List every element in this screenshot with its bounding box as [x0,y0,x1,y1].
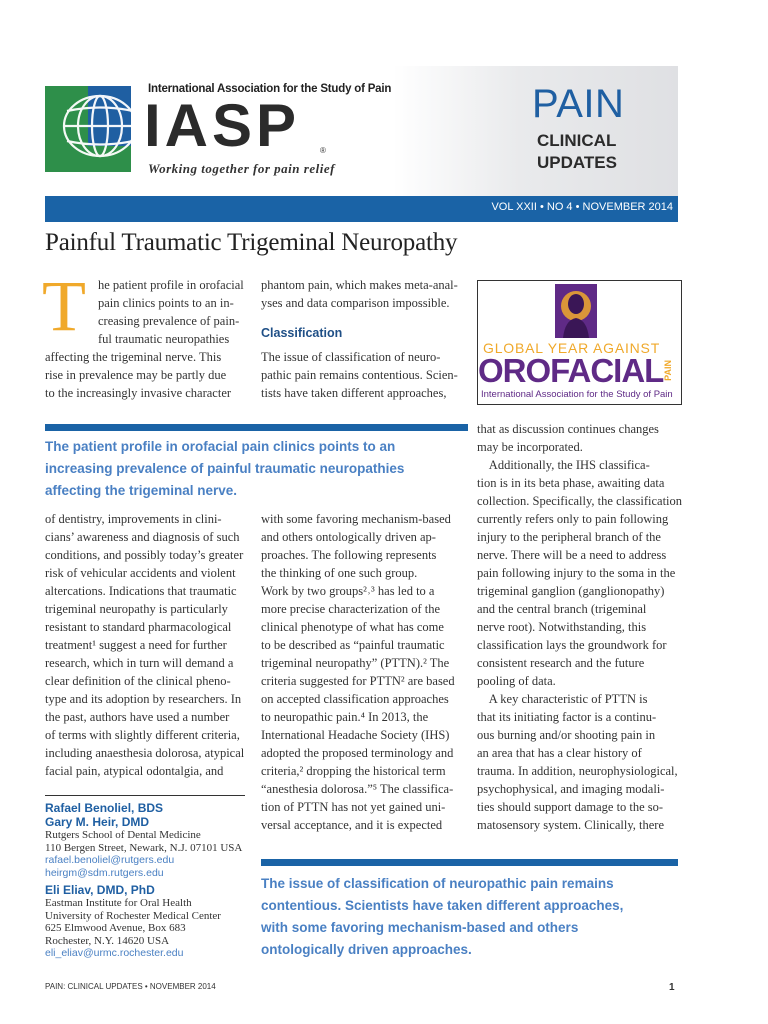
text-line: an area that has a clear history of [477,746,642,760]
iasp-globe-logo [45,86,131,172]
text-line: of terms with slightly different criteria, [45,728,240,742]
text-line: pain clinics points to an in- [98,296,234,310]
col2-classification [261,348,458,402]
intro-indented [98,276,244,348]
text-line: clinical phenotype of what has come [261,620,444,634]
author-address: 110 Bergen Street, Newark, N.J. 07101 USA [45,841,243,854]
tagline: Working together for pain relief [148,161,335,176]
text-line: of dentistry, improvements in clini- [45,512,222,526]
text-line: with some favoring mechanism-based [261,512,451,526]
pull-quote-rule [45,424,468,431]
text-line: that as discussion continues changes [477,422,659,436]
text-line: may be incorporated. [477,440,583,454]
ad-association-text: International Association for the Study of Pain [481,389,673,400]
text-line: International Headache Society (IHS) [261,728,450,742]
intro-full [45,348,231,402]
text-line: treatment¹ suggest a need for further [45,638,227,652]
text-line: nerve. There will be a need to address [477,548,667,562]
text-line: more precise characterization of the [261,602,441,616]
text-line: trigeminal neuropathy is particularly [45,602,228,616]
author-affiliation: Eastman Institute for Oral Health [45,897,192,909]
col2-top [261,276,458,312]
text-line: ties should support damage to the so- [477,800,664,814]
text-line: with some favoring mechanism-based and others [261,920,579,935]
classification-heading: Classification [261,326,343,340]
iasp-wordmark: IASP [144,92,301,159]
text-line: the thinking of one such group. [261,566,418,580]
text-line: yses and data comparison impossible. [261,296,450,310]
text-line: and others ontologically driven ap- [261,530,436,544]
text-line: type and its adoption by researchers. In [45,692,242,706]
text-line: tists have taken different approaches, [261,386,447,400]
text-line: pain following injury to the soma in the [477,566,676,580]
text-line: including anaesthesia dolorosa, atypical [45,746,245,760]
updates-title: UPDATES [537,153,617,172]
author-block [45,801,242,960]
author-email[interactable]: eli_eliav@urmc.rochester.edu [45,947,184,959]
text-line: contentious. Scientists have taken different approaches, [261,898,624,913]
text-line: consistent research and the future [477,656,645,670]
text-line: versal acceptance, and it is expected [261,818,443,832]
association-name: International Association for the Study of Pain [148,83,392,95]
author-rule [45,795,245,796]
text-line: tion is in its beta phase, awaiting data [477,476,665,490]
author-email[interactable]: rafael.benoliel@rutgers.edu [45,854,175,866]
text-line: collection. Specifically, the classification [477,494,683,508]
text-line: pooling of data. [477,674,556,688]
text-line: classification lays the groundwork for [477,638,667,652]
ad-pain-text: PAIN [663,360,673,381]
page-number: 1 [669,982,675,993]
article-title: Painful Traumatic Trigeminal Neuropathy [45,229,458,256]
registered-mark: ® [320,146,326,155]
col1-body [45,510,244,780]
text-line: conditions, and possibly today’s greater [45,548,244,562]
col3-body [477,420,682,834]
text-line: currently refers only to pain following [477,512,669,526]
text-line: The issue of classification of neuro- [261,350,441,364]
text-line: to the increasingly invasive character [45,386,232,400]
text-line: cians’ awareness and diagnosis of such [45,530,240,544]
text-line: creasing prevalence of pain- [98,314,240,328]
text-line: trigeminal neuropathy” (PTTN).² The [261,656,450,670]
author-address: Rochester, N.Y. 14620 USA [45,934,170,947]
col2-body [261,510,455,834]
pull-quote-1 [45,436,404,502]
ad-global-text: GLOBAL YEAR AGAINST [483,340,661,356]
footer-publication: PAIN: CLINICAL UPDATES • NOVEMBER 2014 [45,982,216,991]
text-line: “anesthesia dolorosa.”⁵ The classifica- [261,782,454,796]
text-line: rise in prevalence may be partly due [45,368,227,382]
text-line: resistant to standard pharmacological [45,620,232,634]
text-line: ful traumatic neuropathies [98,332,230,346]
text-line: pathic pain remains contentious. Scien- [261,368,458,382]
text-line: Work by two groups²˒³ has led to a [261,584,435,598]
text-line: to neuropathic pain.⁴ In 2013, the [261,710,429,724]
pain-title: PAIN [532,82,625,126]
text-line: facial pain, atypical odontalgia, and [45,764,224,778]
text-line: that its initiating factor is a continu- [477,710,657,724]
text-line: The patient profile in orofacial pain clinics points to an [45,439,396,454]
text-line: The issue of classification of neuropathic pain remains [261,876,614,891]
text-line: ontologically driven approaches. [261,942,472,957]
author-email[interactable]: heirgm@sdm.rutgers.edu [45,866,164,879]
text-line: ous burning and/or shooting pain in [477,728,656,742]
text-line: proaches. The following represents [261,548,437,562]
text-line: affecting the trigeminal nerve. [45,483,238,498]
author-affiliation: Rutgers School of Dental Medicine [45,829,201,841]
author-address: 625 Elmwood Avenue, Box 683 [45,922,186,934]
text-line: to be described as “painful traumatic [261,638,445,652]
text-line: and the central branch (trigeminal [477,602,647,616]
head-silhouette-icon [555,284,597,338]
author-name: Gary M. Heir, DMD [45,815,150,829]
text-line: he patient profile in orofacial [98,278,244,292]
text-line: increasing prevalence of painful traumatic neuropathies [45,461,405,476]
drop-cap: T [42,266,86,346]
text-line: A key characteristic of PTTN is [477,692,648,706]
pull-quote-rule [261,859,678,866]
text-line: criteria suggested for PTTN² are based [261,674,455,688]
text-line: criteria,² dropping the historical term [261,764,446,778]
text-line: injury to the peripheral branch of the [477,530,661,544]
text-line: phantom pain, which makes meta-anal- [261,278,458,292]
text-line: trigeminal ganglion (ganglionopathy) [477,584,665,598]
author-affiliation: University of Rochester Medical Center [45,909,221,922]
clinical-title: CLINICAL [537,131,617,150]
text-line: Additionally, the IHS classifica- [477,458,650,472]
text-line: matosensory system. Clinically, there [477,818,664,832]
text-line: nerve root). Notwithstanding, this [477,620,647,634]
text-line: risk of vehicular accidents and violent [45,566,236,580]
author-name: Eli Eliav, DMD, PhD [45,883,155,897]
text-line: psychophysical, and imaging modali- [477,782,665,796]
text-line: on accepted classification approaches [261,692,449,706]
text-line: research, which in turn will demand a [45,656,234,670]
text-line: altercations. Indications that traumatic [45,584,237,598]
text-line: affecting the trigeminal nerve. This [45,350,222,364]
text-line: adopted the proposed terminology and [261,746,454,760]
text-line: trauma. In addition, neurophysiological, [477,764,678,778]
pull-quote-2 [261,873,623,961]
text-line: tion of PTTN has not yet gained uni- [261,800,446,814]
text-line: clear definition of the clinical pheno- [45,674,231,688]
ad-orofacial-text: OROFACIAL [478,352,664,389]
author-name: Rafael Benoliel, BDS [45,801,164,815]
text-line: the past, authors have used a number [45,710,230,724]
volume-info: VOL XXII • NO 4 • NOVEMBER 2014 [491,201,673,213]
